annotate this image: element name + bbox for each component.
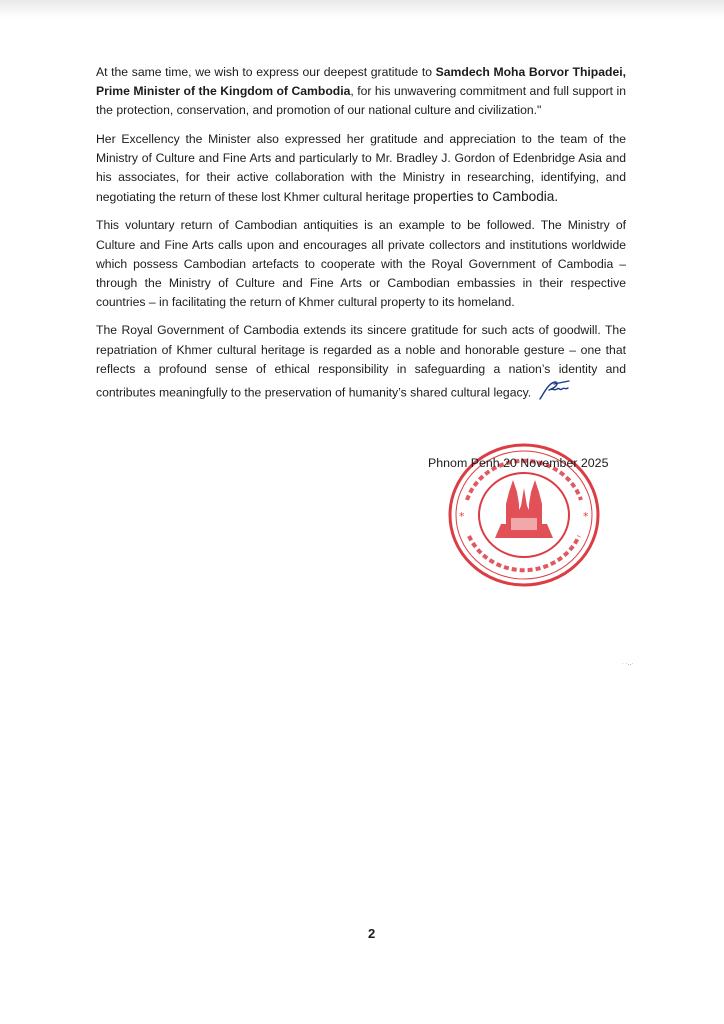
prime-minister-title: Samdech Moha Borvor Thipadei, Prime Minister of the Kingdom of Cambodia bbox=[96, 65, 626, 99]
paragraph-gratitude-prime-minister bbox=[96, 63, 626, 121]
page-number: 2 bbox=[368, 926, 376, 941]
place-and-date: Phnom Penh 20 November 2025 bbox=[428, 456, 609, 470]
paragraph-text: This voluntary return of Cambodian antiquities is an example to be followed. The Ministry of Culture and Fine Arts calls upon and encourages all private collectors and institutions worldwide which possess Cambodian artefacts to cooperate with the Royal Government of Cambodia – through the Ministry of Culture and Fine Arts or Cambodian embassies in their respective countries – in facilitating the return of Khmer cultural property to its homeland. bbox=[96, 218, 626, 310]
paragraph-royal-government bbox=[96, 321, 626, 407]
paragraph-minister-appreciation bbox=[96, 130, 626, 208]
paragraph-text: At the same time, we wish to express our deepest gratitude to bbox=[96, 65, 436, 79]
paragraph-voluntary-return bbox=[96, 216, 626, 312]
paragraph-text: , for his unwavering commitment and full support in the protection, conservation, and promotion of our national culture and civilization." bbox=[96, 84, 626, 118]
scan-artifact: · ·‥· bbox=[622, 661, 634, 667]
paragraph-text: Her Excellency the Minister also expressed her gratitude and appreciation to the team of the Ministry of Culture and Fine Arts and particularly to Mr. Bradley J. Gordon of Edenbridge Asia and his associates, for their active collaboration with the Ministry in researching, identifying, and negotiating the return of these lost Khmer cultural heritage bbox=[96, 131, 626, 205]
svg-text:*: * bbox=[583, 510, 589, 523]
signature-initial-icon bbox=[537, 379, 571, 407]
paragraph-text-larger: properties to Cambodia. bbox=[413, 189, 559, 205]
svg-text:*: * bbox=[459, 510, 465, 523]
scan-edge-shade bbox=[0, 0, 724, 18]
paragraph-text: The Royal Government of Cambodia extends its sincere gratitude for such acts of goodwill. The repatriation of Khmer cultural heritage is regarded as a noble and honorable gesture – one that reflects a profound sense of ethical responsibility in safeguarding a nation’s identity and contributes meaningfully to the preservation of humanity’s shared cultural legacy. bbox=[96, 323, 626, 400]
letter-body bbox=[96, 63, 626, 416]
